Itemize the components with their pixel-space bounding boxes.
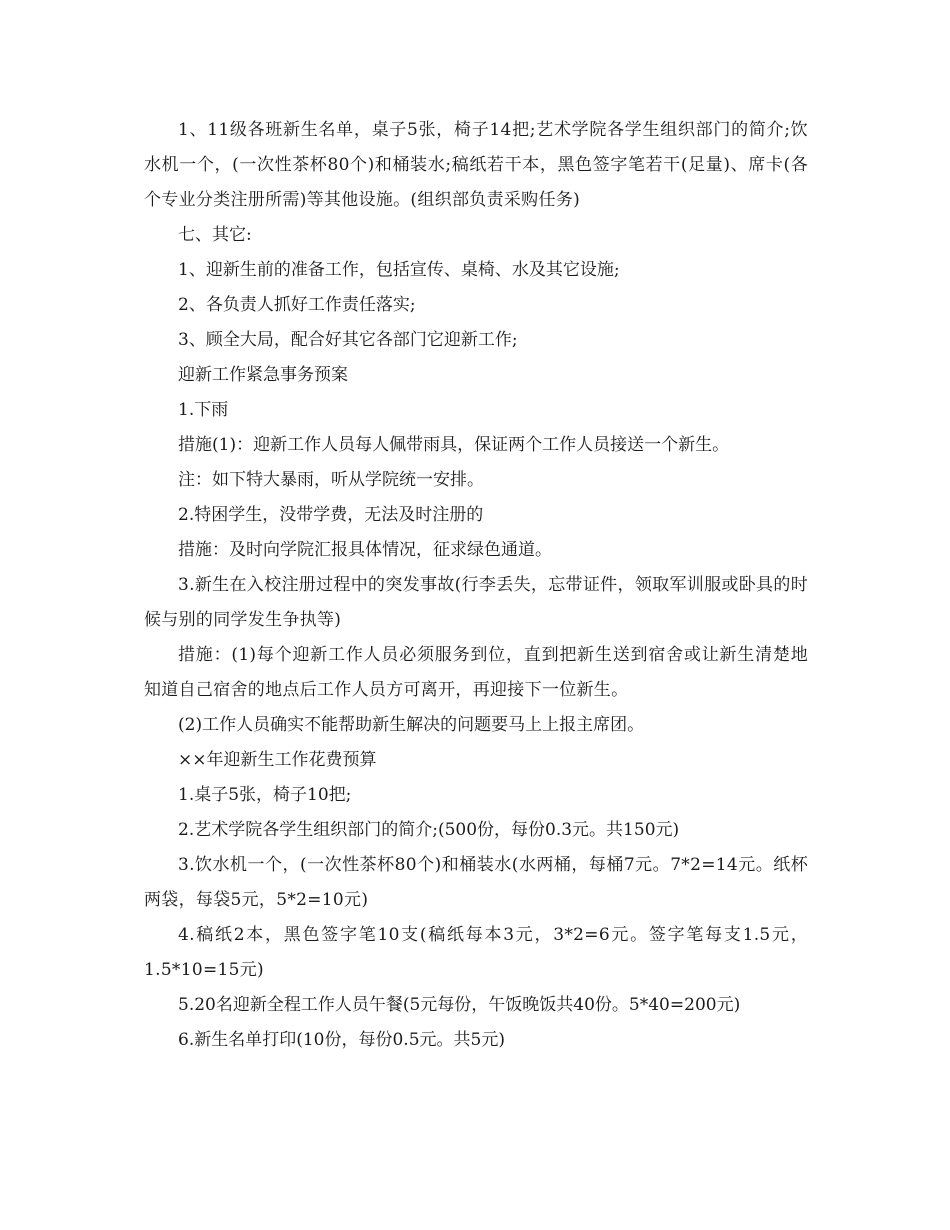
- budget-item-5: 5.20名迎新全程工作人员午餐(5元每份，午饭晚饭共40份。5*40=200元): [178, 995, 741, 1015]
- paragraph-incidents-measure-1: 措施：(1)每个迎新工作人员必须服务到位，直到把新生送到宿舍或让新生清楚地知道自己宿舍的地点后工作人员方可离开，再迎接下一位新生。: [144, 645, 808, 700]
- heading-emergency-plan: 迎新工作紧急事务预案: [178, 365, 348, 385]
- document-page: [144, 113, 808, 1058]
- budget-item-3: 3.饮水机一个，(一次性茶杯80个)和桶装水(水两桶，每桶7元。7*2=14元。纸杯两袋，每袋5元，5*2=10元): [144, 855, 808, 910]
- paragraph-rain-measure: 措施(1)：迎新工作人员每人佩带雨具，保证两个工作人员接送一个新生。: [178, 435, 730, 455]
- budget-item-4: 4.稿纸2本，黑色签字笔10支(稿纸每本3元，3*2=6元。签字笔每支1.5元，1.5*10=15元): [144, 925, 808, 980]
- budget-item-6: 6.新生名单打印(10份，每份0.5元。共5元): [178, 1030, 505, 1050]
- paragraph-incidents-measure-2: (2)工作人员确实不能帮助新生解决的问题要马上上报主席团。: [178, 715, 645, 735]
- budget-item-2: 2.艺术学院各学生组织部门的简介;(500份，每份0.3元。共150元): [178, 820, 680, 840]
- paragraph-rain: 1.下雨: [178, 400, 229, 420]
- paragraph-other-1: 1、迎新生前的准备工作，包括宣传、桌椅、水及其它设施;: [178, 260, 620, 280]
- heading-budget: ××年迎新生工作花费预算: [178, 750, 377, 770]
- paragraph-incidents: 3.新生在入校注册过程中的突发事故(行李丢失，忘带证件，领取军训服或卧具的时候与别的同学发生争执等): [144, 575, 808, 630]
- paragraph-supplies-list: 1、11级各班新生名单，桌子5张，椅子14把;艺术学院各学生组织部门的简介;饮水机一个，(一次性茶杯80个)和桶装水;稿纸若干本，黑色签字笔若干(足量)、席卡(各个专业分类注册所需)等其他设施。(组织部负责采购任务): [144, 120, 808, 210]
- paragraph-poor-students-measure: 措施：及时向学院汇报具体情况，征求绿色通道。: [178, 540, 552, 560]
- paragraph-rain-note: 注：如下特大暴雨，听从学院统一安排。: [178, 470, 484, 490]
- paragraph-poor-students: 2.特困学生，没带学费，无法及时注册的: [178, 505, 484, 525]
- budget-item-1: 1.桌子5张，椅子10把;: [178, 785, 352, 805]
- heading-other: 七、其它:: [178, 225, 252, 245]
- paragraph-other-3: 3、顾全大局，配合好其它各部门它迎新工作;: [178, 330, 518, 350]
- paragraph-other-2: 2、各负责人抓好工作责任落实;: [178, 295, 416, 315]
